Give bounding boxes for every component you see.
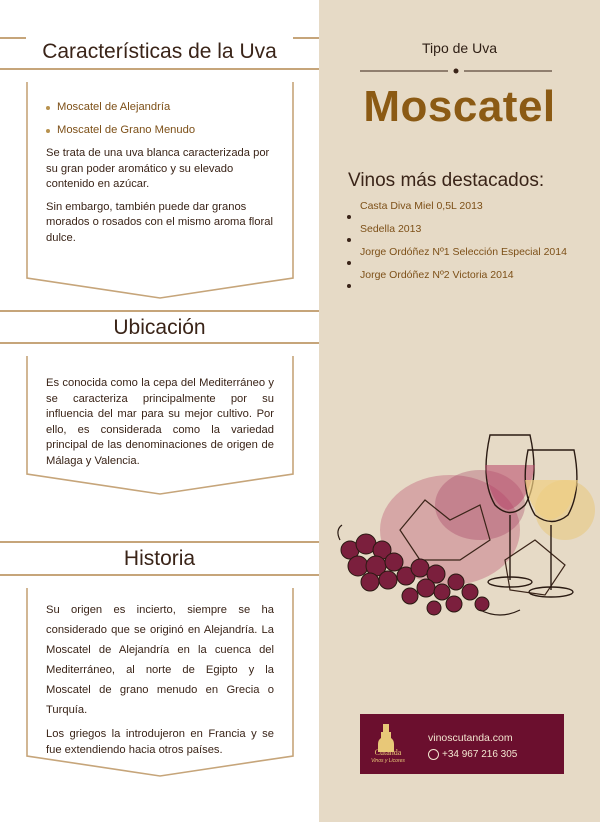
grape-name: Moscatel (363, 82, 556, 131)
brand-tagline: Vinos y Licores (371, 758, 405, 764)
bullet-icon (347, 215, 351, 219)
contact-footer (360, 714, 564, 774)
wine-item (360, 199, 580, 213)
featured-wines-list (360, 199, 580, 291)
wine-item (360, 268, 580, 282)
ubicacion-paragraph: Es conocida como la cepa del Mediterráneo y se caracteriza principalmente por su influencia del mar para su mejor cultivo. Por ello, es considerada como la variedad principal de las denominaciones de origen de Málaga y Valencia. (46, 377, 274, 467)
ubicacion-body (46, 376, 274, 476)
website-link[interactable]: vinoscutanda.com (428, 732, 513, 744)
historia-paragraph: Los griegos la introdujeron en Francia y se fue extendiendo hacia otros países. (46, 728, 274, 756)
ubicacion-title: Ubicación (113, 316, 206, 339)
section-divider-bottom (0, 574, 319, 576)
historia-body (46, 600, 274, 765)
featured-wines-title: Vinos más destacados: (348, 170, 545, 191)
phone-icon (428, 749, 439, 760)
historia-title: Historia (123, 547, 196, 570)
wine-name: Jorge Ordóñez Nº1 Selección Especial 2014 (360, 246, 567, 258)
grape-variety-list (46, 100, 274, 138)
grape-type-label: Tipo de Uva (422, 40, 497, 56)
bullet-icon (347, 284, 351, 288)
bullet-icon (347, 261, 351, 265)
section-divider-bottom (0, 68, 319, 70)
caracteristicas-body (46, 100, 274, 253)
section-divider-right (293, 37, 319, 39)
section-divider-bottom (0, 342, 319, 344)
caracteristicas-title: Características de la Uva (42, 40, 277, 63)
bullet-icon (347, 238, 351, 242)
wine-name: Casta Diva Miel 0,5L 2013 (360, 200, 483, 212)
grape-variety-item: Moscatel de Alejandría (46, 100, 274, 116)
wine-glasses-grapes-illustration (330, 420, 600, 625)
section-divider-top (0, 310, 319, 312)
section-divider-left (0, 37, 26, 39)
caracteristicas-paragraph: Se trata de una uva blanca caracterizada por su gran poder aromático y su elevado contenido en azúcar. (46, 147, 270, 190)
phone-number[interactable]: +34 967 216 305 (442, 749, 518, 760)
brand-name: Cutanda (374, 748, 402, 757)
title-ornament (360, 66, 552, 76)
wine-name: Sedella 2013 (360, 223, 422, 235)
historia-paragraph: Su origen es incierto, siempre se ha considerado que se originó en Alejandría. La Moscatel de Alejandría en la cuenca del Mediterráneo, al norte de Egipto y la Moscatel de grano menudo en Grecia o Turquía. (46, 604, 274, 716)
section-divider-top (0, 541, 319, 543)
grape-variety-item: Moscatel de Grano Menudo (46, 123, 274, 139)
wine-item (360, 245, 580, 259)
caracteristicas-paragraph: Sin embargo, también puede dar granos morados o rosados con el mismo aroma floral dulce. (46, 200, 273, 244)
wine-item (360, 222, 580, 236)
wine-name: Jorge Ordóñez Nº2 Victoria 2014 (360, 269, 514, 281)
